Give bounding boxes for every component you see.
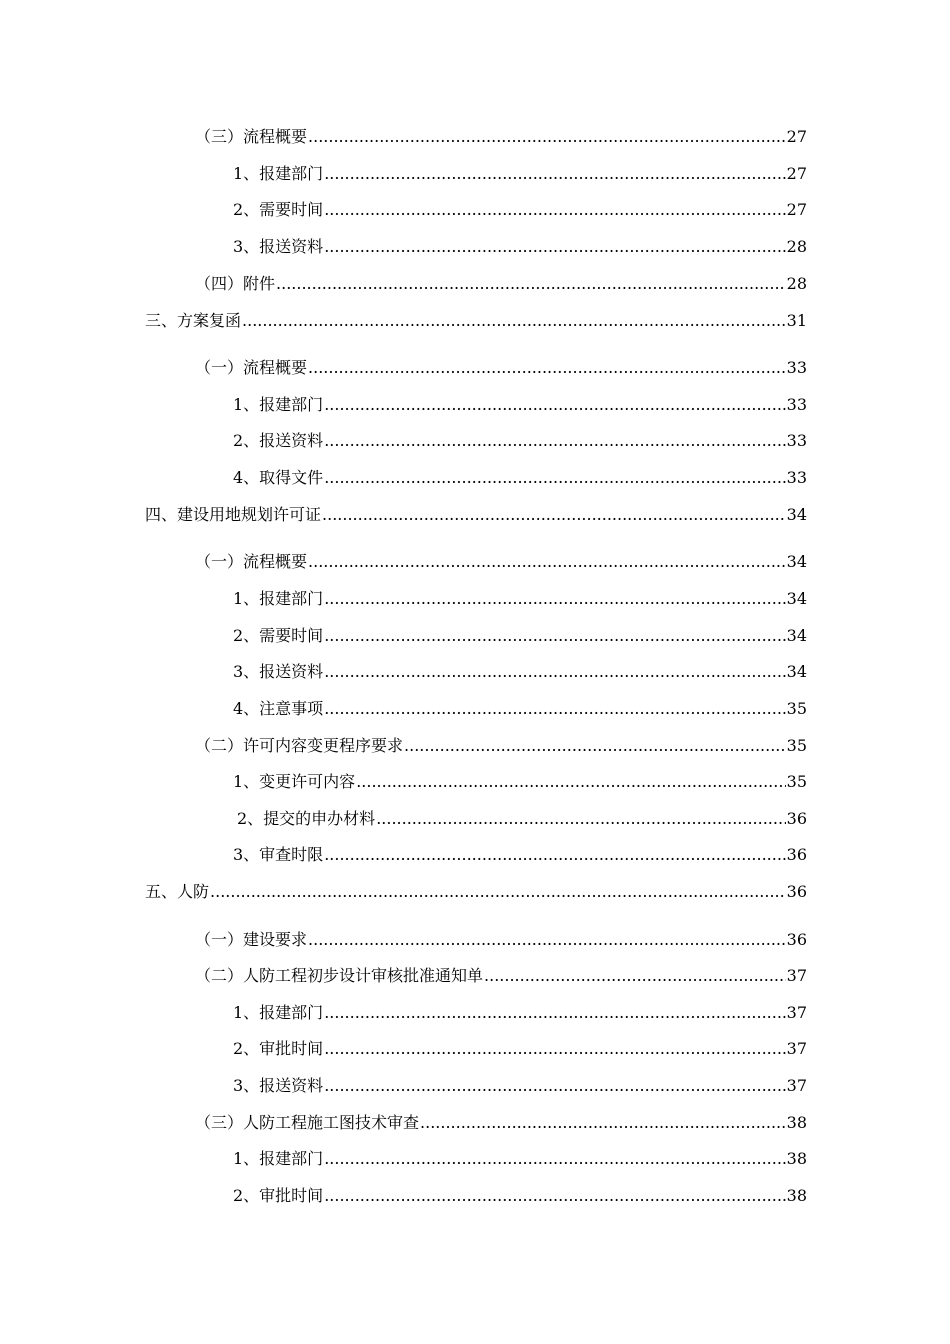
dot-leader xyxy=(324,662,785,682)
toc-entry[interactable] xyxy=(233,468,807,488)
toc-entry-page: 37 xyxy=(786,966,807,985)
dot-leader xyxy=(210,882,786,902)
toc-entry[interactable] xyxy=(233,1076,807,1096)
toc-entry-label: （四）附件 xyxy=(195,274,276,293)
toc-entry-label: （一）流程概要 xyxy=(195,552,308,571)
toc-entry[interactable] xyxy=(233,164,807,184)
toc-entry-label: 3、审查时限 xyxy=(233,845,324,864)
dot-leader xyxy=(324,1003,785,1023)
toc-entry-label: （一）流程概要 xyxy=(195,358,308,377)
toc-entry-page: 27 xyxy=(786,200,807,219)
toc-entry[interactable] xyxy=(233,699,807,719)
toc-entry-label: 2、需要时间 xyxy=(233,626,324,645)
toc-entry-page: 37 xyxy=(786,1039,807,1058)
toc-entry[interactable] xyxy=(195,127,807,147)
toc-entry[interactable] xyxy=(233,626,807,646)
dot-leader xyxy=(276,274,786,294)
toc-entry-page: 28 xyxy=(786,237,807,256)
dot-leader xyxy=(324,431,785,451)
toc-entry-label: 2、审批时间 xyxy=(233,1039,324,1058)
toc-entry[interactable] xyxy=(233,1149,807,1169)
toc-entry[interactable] xyxy=(195,1113,807,1133)
toc-entry[interactable] xyxy=(195,930,807,950)
toc-entry[interactable] xyxy=(195,736,807,756)
toc-entry-label: 1、变更许可内容 xyxy=(233,772,356,791)
toc-entry-page: 31 xyxy=(786,311,807,330)
toc-entry[interactable] xyxy=(233,395,807,415)
dot-leader xyxy=(322,505,786,525)
toc-entry-page: 28 xyxy=(786,274,807,293)
dot-leader xyxy=(308,127,786,147)
toc-entry-label: 五、人防 xyxy=(145,882,210,901)
dot-leader xyxy=(324,237,785,257)
toc-entry[interactable] xyxy=(233,200,807,220)
dot-leader xyxy=(356,772,785,792)
toc-entry-label: 2、需要时间 xyxy=(233,200,324,219)
toc-entry-label: 1、报建部门 xyxy=(233,589,324,608)
toc-entry[interactable] xyxy=(233,237,807,257)
toc-entry-label: 2、审批时间 xyxy=(233,1186,324,1205)
toc-entry[interactable] xyxy=(233,845,807,865)
toc-entry-label: 1、报建部门 xyxy=(233,395,324,414)
toc-entry-label: （三）人防工程施工图技术审查 xyxy=(195,1113,420,1132)
toc-entry[interactable] xyxy=(233,589,807,609)
toc-entry-page: 38 xyxy=(786,1113,807,1132)
toc-entry-label: 1、报建部门 xyxy=(233,164,324,183)
dot-leader xyxy=(324,395,785,415)
toc-entry[interactable] xyxy=(233,1039,807,1059)
toc-entry-label: （一）建设要求 xyxy=(195,930,308,949)
dot-leader xyxy=(324,468,785,488)
toc-entry-label: 3、报送资料 xyxy=(233,662,324,681)
toc-entry-page: 37 xyxy=(786,1076,807,1095)
dot-leader xyxy=(242,311,786,331)
toc-entry-page: 33 xyxy=(786,431,807,450)
toc-entry-label: （二）许可内容变更程序要求 xyxy=(195,736,404,755)
dot-leader xyxy=(324,1039,785,1059)
toc-entry-page: 34 xyxy=(786,552,807,571)
toc-entry-label: 3、报送资料 xyxy=(233,1076,324,1095)
toc-entry[interactable] xyxy=(195,966,807,986)
toc-entry[interactable] xyxy=(233,662,807,682)
toc-entry-page: 36 xyxy=(786,845,807,864)
toc-entry-page: 38 xyxy=(786,1149,807,1168)
toc-entry-label: 3、报送资料 xyxy=(233,237,324,256)
dot-leader xyxy=(324,699,785,719)
toc-entry-label: 1、报建部门 xyxy=(233,1149,324,1168)
dot-leader xyxy=(308,930,786,950)
toc-entry-page: 33 xyxy=(786,395,807,414)
dot-leader xyxy=(324,200,785,220)
dot-leader xyxy=(308,358,786,378)
dot-leader xyxy=(324,1076,785,1096)
toc-entry[interactable] xyxy=(233,1003,807,1023)
toc-entry[interactable] xyxy=(145,311,807,331)
toc-entry-page: 37 xyxy=(786,1003,807,1022)
toc-entry-label: 4、取得文件 xyxy=(233,468,324,487)
dot-leader xyxy=(324,1186,785,1206)
dot-leader xyxy=(324,845,785,865)
toc-entry-label: 4、注意事项 xyxy=(233,699,324,718)
toc-entry-page: 33 xyxy=(786,468,807,487)
toc-entry-page: 27 xyxy=(786,127,807,146)
toc-entry-page: 36 xyxy=(786,809,807,828)
toc-entry-page: 34 xyxy=(786,589,807,608)
toc-entry-page: 34 xyxy=(786,505,807,524)
toc-entry[interactable] xyxy=(195,358,807,378)
toc-entry-label: 三、方案复函 xyxy=(145,311,242,330)
toc-entry-page: 34 xyxy=(786,626,807,645)
toc-entry[interactable] xyxy=(195,274,807,294)
toc-entry-label: 1、报建部门 xyxy=(233,1003,324,1022)
toc-entry[interactable] xyxy=(195,552,807,572)
toc-entry-page: 35 xyxy=(786,736,807,755)
dot-leader xyxy=(324,164,785,184)
dot-leader xyxy=(404,736,786,756)
toc-entry[interactable] xyxy=(233,431,807,451)
toc-entry[interactable] xyxy=(233,1186,807,1206)
toc-entry-label: 2、报送资料 xyxy=(233,431,324,450)
dot-leader xyxy=(420,1113,786,1133)
toc-entry[interactable] xyxy=(233,772,807,792)
toc-entry-page: 34 xyxy=(786,662,807,681)
toc-entry[interactable] xyxy=(145,882,807,902)
toc-entry-page: 38 xyxy=(786,1186,807,1205)
toc-entry-page: 36 xyxy=(786,882,807,901)
toc-entry[interactable] xyxy=(237,809,807,829)
dot-leader xyxy=(484,966,786,986)
toc-entry-label: （二）人防工程初步设计审核批准通知单 xyxy=(195,966,484,985)
toc-entry-page: 33 xyxy=(786,358,807,377)
toc-entry-page: 27 xyxy=(786,164,807,183)
toc-entry-page: 36 xyxy=(786,930,807,949)
dot-leader xyxy=(376,809,785,829)
toc-entry-label: 四、建设用地规划许可证 xyxy=(145,505,322,524)
toc-entry-label: 2、提交的申办材料 xyxy=(237,809,376,828)
dot-leader xyxy=(324,1149,785,1169)
toc-entry-page: 35 xyxy=(786,772,807,791)
dot-leader xyxy=(324,626,785,646)
dot-leader xyxy=(324,589,785,609)
toc-entry[interactable] xyxy=(145,505,807,525)
dot-leader xyxy=(308,552,786,572)
toc-entry-page: 35 xyxy=(786,699,807,718)
toc-entry-label: （三）流程概要 xyxy=(195,127,308,146)
